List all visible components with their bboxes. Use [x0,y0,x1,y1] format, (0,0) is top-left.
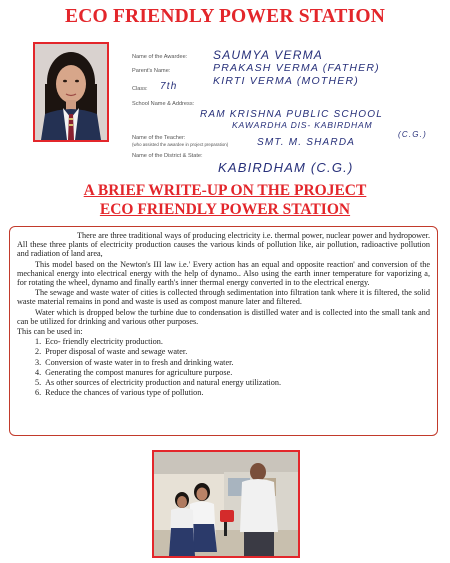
list-item: 4. Generating the compost manures for agriculture purpose. [35,367,233,377]
page-title: ECO FRIENDLY POWER STATION [65,6,385,27]
teacher-value: SMT. M. SHARDA [257,137,356,148]
paragraph-3: The sewage and waste water of cities is collected through sedimentation into filtration tank where it is filtered, the solid waste material remains in pond and waste is used as compost manure later and filtered. [17,288,430,307]
paragraph-4: Water which is dropped below the turbine due to condensation is distilled water and is collected into the small tank and can be utilized for drinking and various other purposes. [17,307,430,326]
writeup-heading-1: A BRIEF WRITE-UP ON THE PROJECT [83,182,367,199]
father-value: PRAKASH VERMA (FATHER) [213,62,380,74]
parents-label: Parent's Name: [132,68,171,74]
mother-value: KIRTI VERMA (MOTHER) [213,75,359,87]
uses-list [17,337,430,397]
teacher-note: (who assisted the awardee in project preparation) [132,142,229,147]
list-item: 1. Eco- friendly electricity production. [35,337,163,347]
school-line-2: KAWARDHA DIS- KABIRDHAM [232,120,373,130]
school-line-3: (C.G.) [398,130,427,139]
awardee-label: Name of the Awardee: [132,54,188,60]
writeup-heading-2: ECO FRIENDLY POWER STATION [99,201,351,218]
list-item: 5. As other sources of electricity production and natural energy utilization. [35,378,281,388]
paragraph-2: This model based on the Newton's III law i.e.' Every action has an equal and opposite reaction' and conversion of the mechanical energy into electrical energy with the help of dynamo.. Also using the earth inner temperature for vaporizing a, for rotating the wheel, dynamo and finally earth's inner thermal energy converted in to the electrical energy. [17,259,430,288]
district-label: Name of the District & State: [132,153,203,159]
writeup-box [9,226,438,436]
list-item: 3. Conversion of waste water in to fresh and drinking water. [35,357,234,367]
district-value: KABIRDHAM (C.G.) [218,160,354,175]
class-label: Class: [132,86,148,92]
class-value: 7th [160,81,178,92]
list-item: 6. Reduce the chances of various type of pollution. [35,388,204,398]
list-item: 2. Proper disposal of waste and sewage water. [35,347,188,357]
paragraph-1: There are three traditional ways of producing electricity i.e. thermal power, nuclear power and hydropower. All these three plants of electricity production causes the various kinds of pollution like, air pollution, radioactive pollution and radiation of land area, [17,231,430,259]
school-line-1: RAM KRISHNA PUBLIC SCHOOL [200,109,383,120]
awardee-value: SAUMYA VERMA [213,48,323,62]
event-photo [152,450,300,558]
teacher-label: Name of the Teacher: [132,135,186,141]
school-label: School Name & Address: [132,101,195,107]
student-photo [33,42,109,142]
uses-intro: This can be used in: [17,327,83,337]
